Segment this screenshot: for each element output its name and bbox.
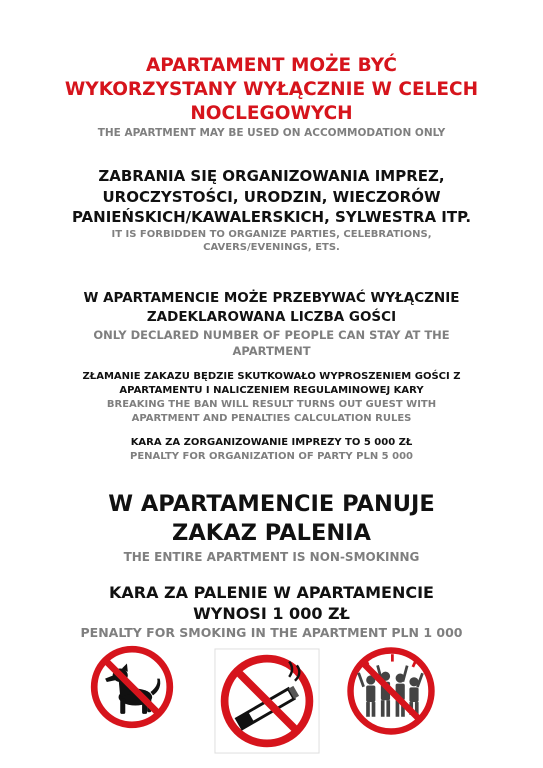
no-smoking-icon [214, 648, 320, 754]
accommodation-english: THE APARTMENT MAY BE USED ON ACCOMMODATION ONLY [97, 127, 446, 139]
no-pets-icon [90, 645, 174, 729]
smoking-polish-line-1: W APARTAMENCIE PANUJE [108, 491, 435, 517]
accommodation-heading-line-3: NOCLEGOWYCH [190, 103, 353, 124]
guests-polish-line-2: ZADEKLAROWANA LICZBA GOŚCI [146, 309, 397, 325]
smoking-penalty-english: PENALTY FOR SMOKING IN THE APARTMENT PLN 1 000 [80, 625, 463, 640]
smoking-penalty [0, 582, 543, 642]
breach-polish-line-2: APARTAMENTU I NALICZENIEM REGULAMINOWEJ KARY [119, 385, 424, 396]
smoking-english: THE ENTIRE APARTMENT IS NON-SMOKINNG [123, 550, 420, 564]
party-penalty-english: PENALTY FOR ORGANIZATION OF PARTY PLN 5 000 [129, 451, 413, 462]
guests-english-line-1: ONLY DECLARED NUMBER OF PEOPLE CAN STAY AT THE [93, 328, 450, 342]
accommodation-heading-line-2: WYKORZYSTANY WYŁĄCZNIE W CELECH [64, 79, 479, 100]
parties-rule [0, 166, 543, 255]
parties-polish-line-3: PANIEŃSKICH/KAWALERSKICH, SYLWESTRA ITP. [71, 208, 472, 226]
breach-english-line-2: APARTMENT AND PENALTIES CALCULATION RULES [131, 412, 412, 424]
no-party-icon [345, 645, 437, 737]
parties-english-line-1: IT IS FORBIDDEN TO ORGANIZE PARTIES, CELEBRATIONS, [111, 228, 432, 240]
party-penalty [0, 436, 543, 464]
breach-polish-line-1: ZŁAMANIE ZAKAZU BĘDZIE SKUTKOWAŁO WYPROSZENIEM GOŚCI Z [82, 371, 461, 382]
smoking-penalty-polish-line-2: WYNOSI 1 000 ZŁ [193, 604, 350, 623]
smoking-rule [0, 490, 543, 566]
accommodation-heading-line-1: APARTAMENT MOŻE BYĆ [145, 55, 398, 76]
accommodation-rule [0, 54, 543, 140]
breach-rule [0, 370, 543, 425]
breach-english-line-1: BREAKING THE BAN WILL RESULT TURNS OUT GUEST WITH [106, 399, 437, 410]
parties-polish-line-2: UROCZYSTOŚCI, URODZIN, WIECZORÓW [102, 187, 441, 206]
smoking-polish-line-2: ZAKAZ PALENIA [172, 520, 371, 546]
parties-english-line-2: CAVERS/EVENINGS, ETS. [203, 242, 340, 253]
guests-english-line-2: APARTMENT [232, 344, 311, 358]
smoking-penalty-polish-line-1: KARA ZA PALENIE W APARTAMENCIE [109, 583, 434, 602]
guests-polish-line-1: W APARTAMENCIE MOŻE PRZEBYWAĆ WYŁĄCZNIE [83, 290, 460, 306]
guests-rule [0, 289, 543, 359]
party-penalty-polish: KARA ZA ZORGANIZOWANIE IMPREZY TO 5 000 ZŁ [130, 437, 413, 448]
parties-polish-line-1: ZABRANIA SIĘ ORGANIZOWANIA IMPREZ, [98, 167, 445, 185]
